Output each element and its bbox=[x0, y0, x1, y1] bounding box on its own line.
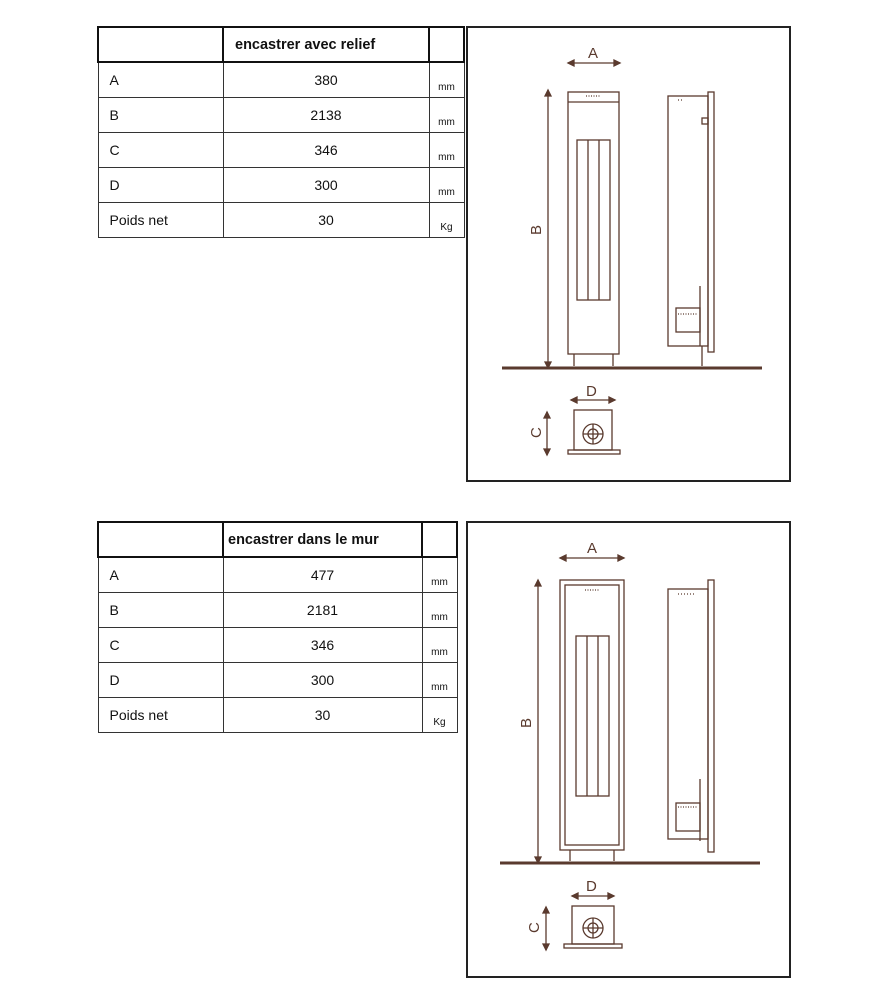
table-row bbox=[98, 557, 457, 593]
row-unit: mm bbox=[422, 593, 457, 628]
table-title: encastrer avec relief bbox=[223, 27, 429, 62]
row-value: 300 bbox=[223, 663, 422, 698]
row-label: A bbox=[98, 62, 223, 98]
row-unit: mm bbox=[429, 98, 464, 133]
header-unit-cell bbox=[422, 522, 457, 557]
table-row bbox=[98, 203, 464, 238]
row-label: D bbox=[98, 663, 223, 698]
row-unit: mm bbox=[429, 62, 464, 98]
label-b: B bbox=[518, 717, 535, 728]
heater-side-view bbox=[668, 589, 708, 839]
row-value: 2181 bbox=[223, 593, 422, 628]
heater-wall-plate bbox=[708, 580, 714, 852]
row-unit: mm bbox=[422, 557, 457, 593]
heater-front-inner bbox=[565, 585, 619, 845]
label-d: D bbox=[586, 878, 597, 895]
row-unit: Kg bbox=[422, 698, 457, 733]
label-a: A bbox=[587, 540, 598, 557]
table-row bbox=[98, 62, 464, 98]
top-view-base bbox=[564, 944, 622, 948]
table-row bbox=[98, 698, 457, 733]
row-label: B bbox=[98, 98, 223, 133]
table-row bbox=[98, 663, 457, 698]
row-unit: mm bbox=[422, 663, 457, 698]
table-header-row bbox=[98, 27, 464, 62]
side-control-box bbox=[676, 308, 700, 332]
heater-drawing bbox=[468, 28, 789, 480]
row-label: C bbox=[98, 133, 223, 168]
header-empty-cell bbox=[98, 27, 223, 62]
side-bracket bbox=[702, 118, 708, 124]
label-c: C bbox=[528, 427, 545, 438]
row-value: 30 bbox=[223, 203, 429, 238]
heater-front-panel bbox=[577, 140, 610, 300]
table-row bbox=[98, 133, 464, 168]
dimensions-table-relief bbox=[97, 26, 465, 238]
row-unit: mm bbox=[429, 168, 464, 203]
table-header-row bbox=[98, 522, 457, 557]
header-unit-cell bbox=[429, 27, 464, 62]
row-unit: Kg bbox=[429, 203, 464, 238]
row-label: D bbox=[98, 168, 223, 203]
label-a: A bbox=[588, 45, 599, 62]
row-label: Poids net bbox=[98, 203, 223, 238]
row-value: 30 bbox=[223, 698, 422, 733]
row-value: 346 bbox=[223, 133, 429, 168]
header-empty-cell bbox=[98, 522, 223, 557]
label-d: D bbox=[586, 383, 597, 400]
top-view-base bbox=[568, 450, 620, 454]
table-row bbox=[98, 628, 457, 663]
row-value: 477 bbox=[223, 557, 422, 593]
row-value: 300 bbox=[223, 168, 429, 203]
dimensions-table-wall bbox=[97, 521, 458, 733]
dimension-diagram-wall bbox=[466, 521, 791, 978]
row-value: 2138 bbox=[223, 98, 429, 133]
heater-front-panel bbox=[576, 636, 609, 796]
row-unit: mm bbox=[422, 628, 457, 663]
label-b: B bbox=[528, 224, 545, 235]
table-row bbox=[98, 98, 464, 133]
table-row bbox=[98, 593, 457, 628]
heater-wall-plate bbox=[708, 92, 714, 352]
dimension-diagram-relief bbox=[466, 26, 791, 482]
heater-drawing bbox=[468, 523, 789, 976]
row-value: 380 bbox=[223, 62, 429, 98]
heater-front-view bbox=[568, 92, 619, 354]
heater-front-view bbox=[560, 580, 624, 850]
row-value: 346 bbox=[223, 628, 422, 663]
table-title: encastrer dans le mur bbox=[223, 522, 422, 557]
label-c: C bbox=[526, 922, 543, 933]
table-row bbox=[98, 168, 464, 203]
row-unit: mm bbox=[429, 133, 464, 168]
row-label: A bbox=[98, 557, 223, 593]
row-label: B bbox=[98, 593, 223, 628]
row-label: C bbox=[98, 628, 223, 663]
row-label: Poids net bbox=[98, 698, 223, 733]
